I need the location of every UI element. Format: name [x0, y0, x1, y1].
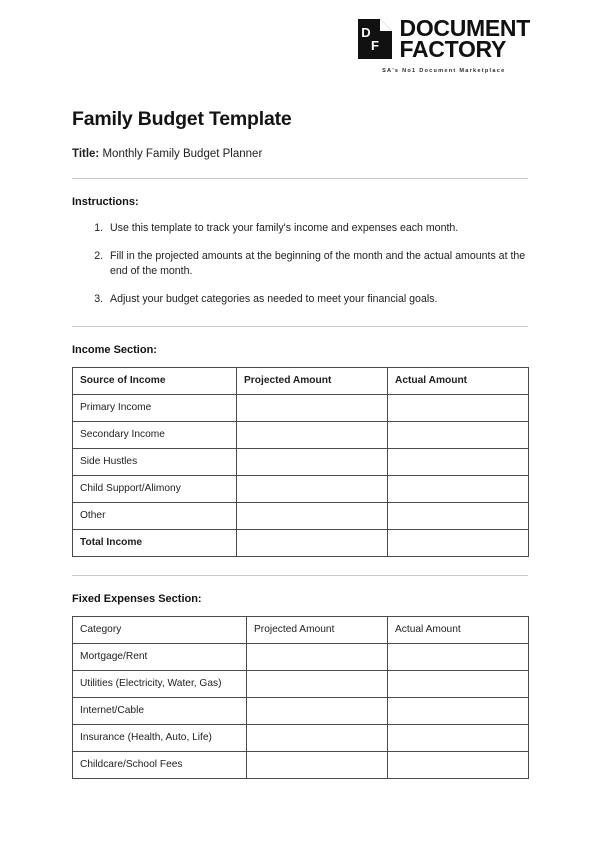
column-header-actual: Actual Amount [388, 367, 529, 394]
page-title: Family Budget Template [72, 108, 292, 130]
divider-after-title [72, 178, 528, 179]
row-label: Insurance (Health, Auto, Life) [73, 724, 247, 751]
logo-tagline: SA's No1 Document Marketplace [382, 67, 506, 74]
cell-projected[interactable] [237, 421, 388, 448]
divider-after-instructions [72, 326, 528, 327]
table-row [73, 394, 529, 421]
row-label: Childcare/School Fees [73, 751, 247, 778]
document-title-label: Title: [72, 148, 100, 160]
cell-projected[interactable] [237, 394, 388, 421]
table-row [73, 421, 529, 448]
list-item: 1. Use this template to track your family's income and expenses each month. [106, 221, 528, 237]
cell-actual[interactable] [388, 475, 529, 502]
cell-projected[interactable] [247, 643, 388, 670]
logo-letter-d: D [360, 25, 371, 41]
column-header-source: Source of Income [73, 367, 237, 394]
table-row [73, 643, 529, 670]
fixed-expenses-section-heading: Fixed Expenses Section: [72, 592, 202, 605]
column-header-category: Category [73, 616, 247, 643]
table-row [73, 670, 529, 697]
row-label-total: Total Income [73, 529, 237, 556]
column-header-actual: Actual Amount [388, 616, 529, 643]
column-header-projected: Projected Amount [237, 367, 388, 394]
cell-actual[interactable] [388, 421, 529, 448]
table-row [73, 751, 529, 778]
document-page-icon [358, 19, 392, 59]
logo-word-document: DOCUMENT [399, 15, 530, 41]
table-row [73, 724, 529, 751]
cell-actual[interactable] [388, 643, 529, 670]
cell-actual[interactable] [388, 448, 529, 475]
fixed-expenses-table [72, 616, 529, 779]
instructions-list [72, 221, 528, 308]
cell-actual[interactable] [388, 502, 529, 529]
table-row [73, 502, 529, 529]
table-header-row [73, 616, 529, 643]
table-row [73, 448, 529, 475]
brand-logo [358, 15, 530, 74]
row-label: Other [73, 502, 237, 529]
row-label: Side Hustles [73, 448, 237, 475]
cell-projected[interactable] [247, 670, 388, 697]
cell-actual[interactable] [388, 751, 529, 778]
income-section-heading: Income Section: [72, 343, 157, 356]
logo-wordmark [399, 15, 530, 63]
cell-projected[interactable] [247, 751, 388, 778]
table-row [73, 475, 529, 502]
row-label: Child Support/Alimony [73, 475, 237, 502]
row-label: Utilities (Electricity, Water, Gas) [73, 670, 247, 697]
logo-letter-f: F [370, 38, 379, 54]
divider-after-income [72, 575, 528, 576]
logo-row [358, 15, 530, 63]
list-item: 2. Fill in the projected amounts at the beginning of the month and the actual amounts at the end of the month. [106, 249, 528, 280]
cell-projected[interactable] [247, 697, 388, 724]
document-content [72, 108, 528, 779]
table-row [73, 697, 529, 724]
cell-actual[interactable] [388, 670, 529, 697]
column-header-projected: Projected Amount [247, 616, 388, 643]
cell-projected[interactable] [247, 724, 388, 751]
cell-projected[interactable] [237, 529, 388, 556]
cell-actual[interactable] [388, 394, 529, 421]
income-table [72, 367, 529, 557]
cell-actual[interactable] [388, 529, 529, 556]
row-label: Primary Income [73, 394, 237, 421]
cell-projected[interactable] [237, 475, 388, 502]
list-item: 3. Adjust your budget categories as needed to meet your financial goals. [106, 292, 528, 308]
row-label: Internet/Cable [73, 697, 247, 724]
cell-projected[interactable] [237, 448, 388, 475]
document-title-value: Monthly Family Budget Planner [102, 148, 263, 160]
cell-actual[interactable] [388, 697, 529, 724]
table-header-row [73, 367, 529, 394]
document-title-line [72, 148, 528, 160]
logo-word-factory: FACTORY [399, 36, 507, 63]
row-label: Secondary Income [73, 421, 237, 448]
row-label: Mortgage/Rent [73, 643, 247, 670]
cell-projected[interactable] [237, 502, 388, 529]
cell-actual[interactable] [388, 724, 529, 751]
table-row-total [73, 529, 529, 556]
instructions-heading: Instructions: [72, 196, 139, 208]
